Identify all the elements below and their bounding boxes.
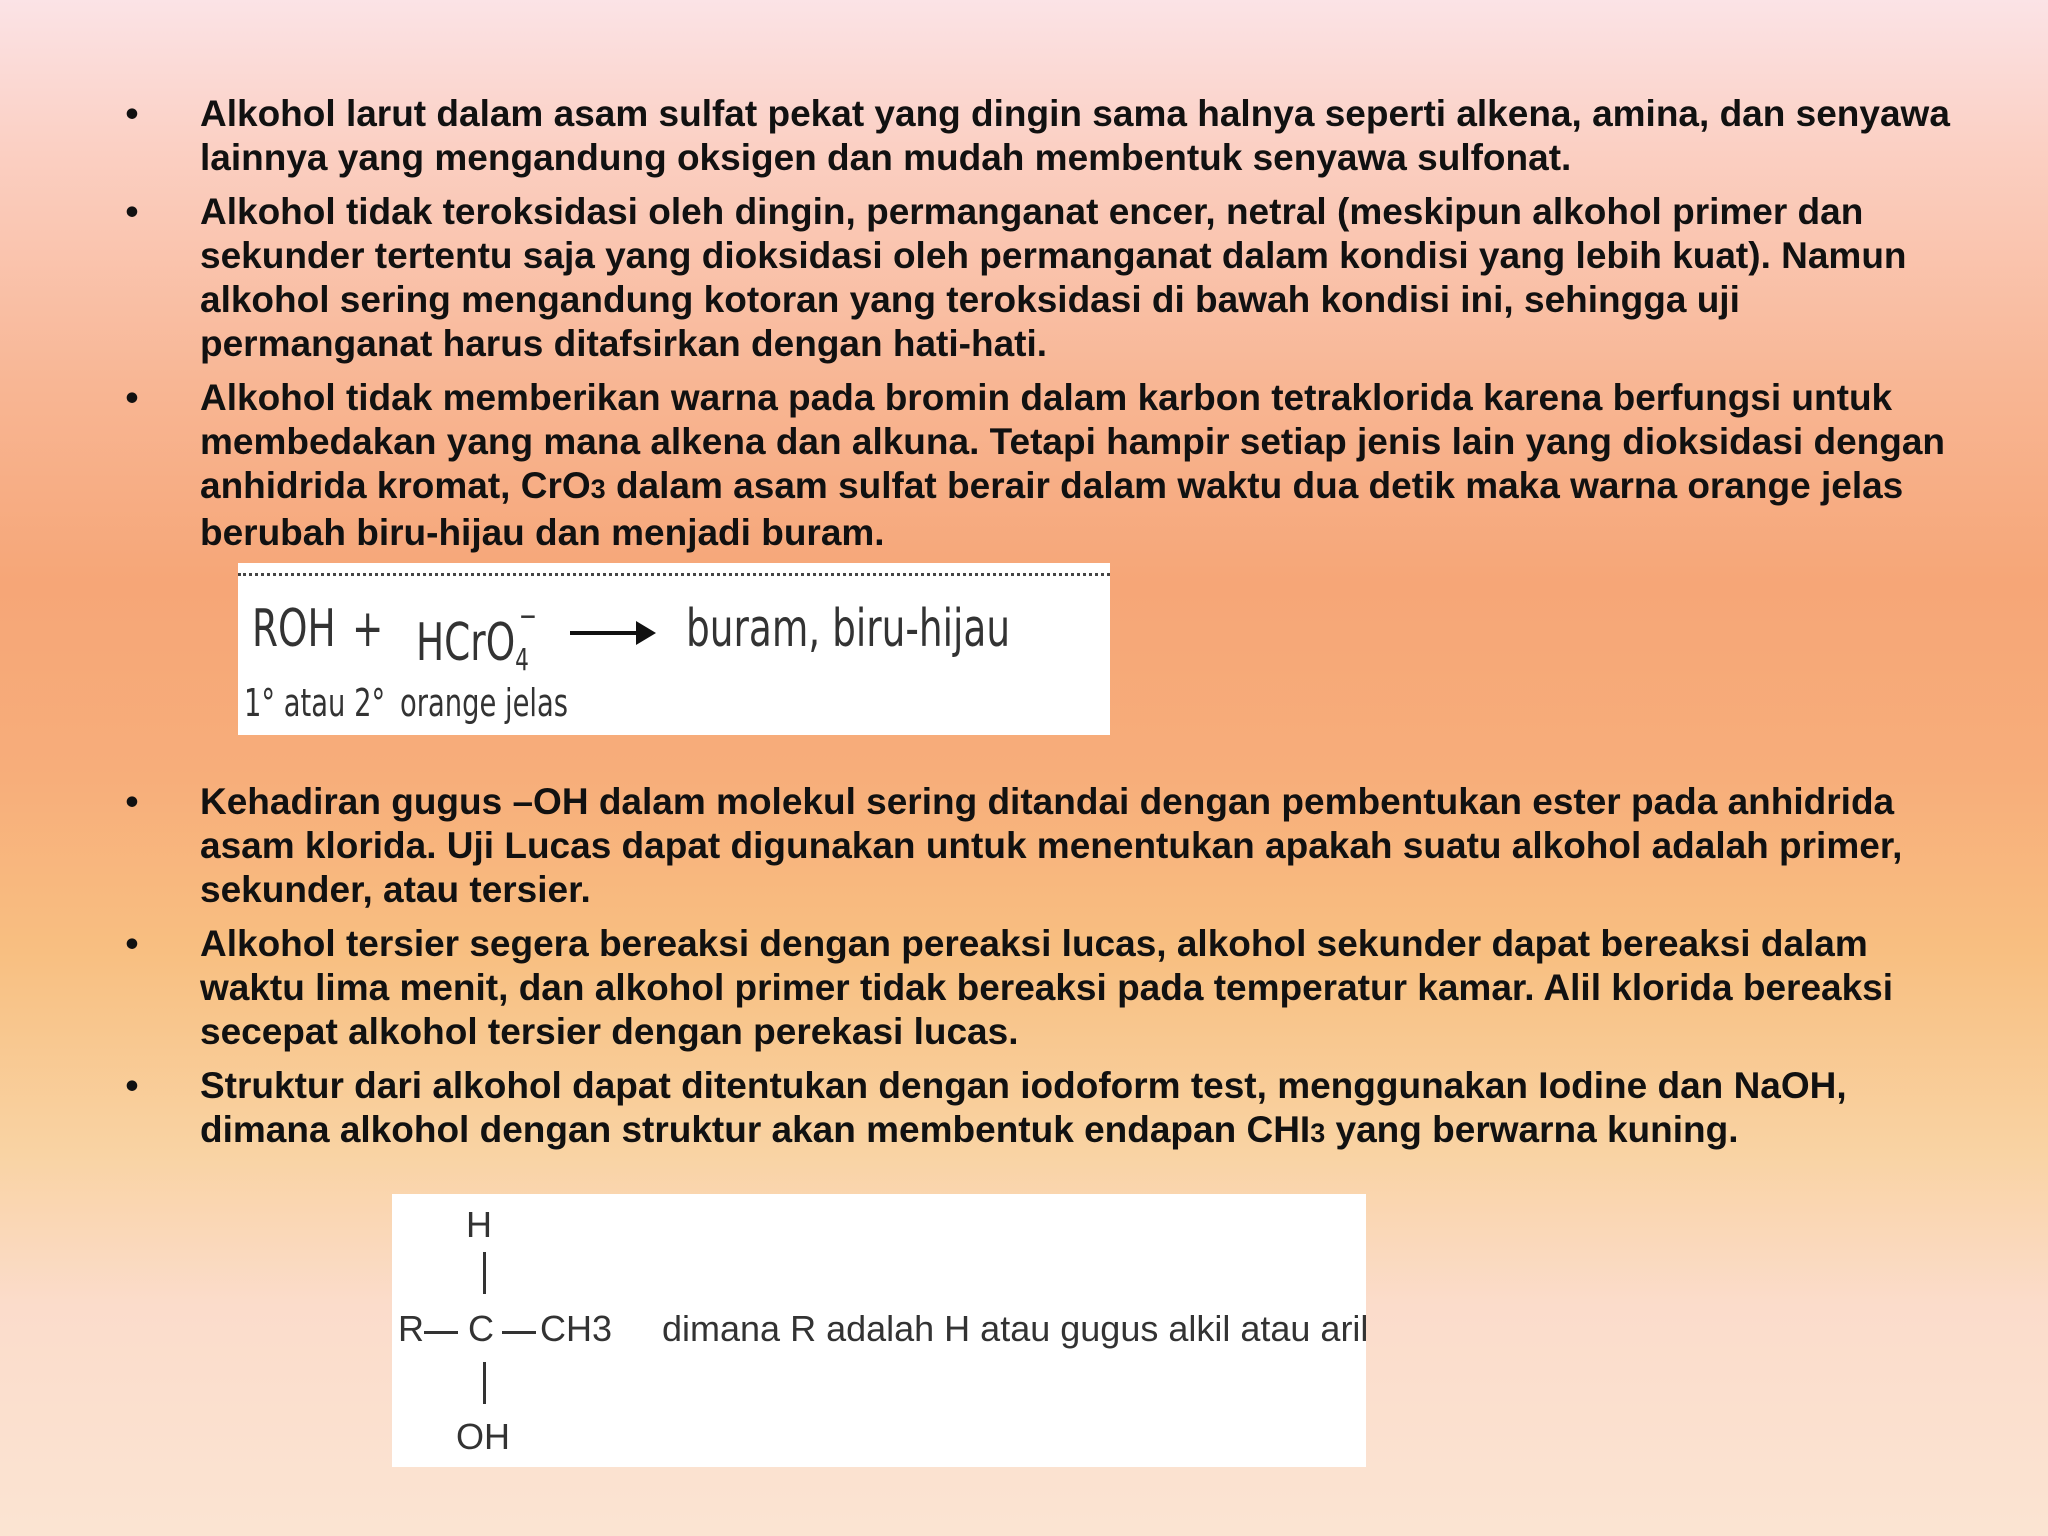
atom-c: C <box>468 1308 494 1349</box>
bullet-dot: • <box>125 923 139 964</box>
reaction-arrow <box>570 631 642 635</box>
bullet-text: Alkohol larut dalam asam sulfat pekat yang dingin sama halnya seperti alkena, amina, dan senyawa lainnya yang mengandung oksigen dan mudah membentuk senyawa sulfonat. <box>200 93 1950 178</box>
reactant-hcro4: HCrO4− <box>416 599 537 678</box>
bullet-dot: • <box>125 93 139 134</box>
bond-bottom <box>483 1362 486 1404</box>
bullet-item <box>122 376 1952 555</box>
bullet-item <box>122 922 1952 1054</box>
bullet-text: Alkohol tidak teroksidasi oleh dingin, permanganat encer, netral (meskipun alkohol primer dan sekunder tertentu saja yang dioksidasi oleh permanganat dalam kondisi yang lebih kuat). Namun alkohol sering mengandung kotoran yang teroksidasi di bawah kondisi ini, sehingga uji permanganat harus ditafsirkan dengan hati-hati. <box>200 191 1907 364</box>
bullet-item <box>122 780 1952 912</box>
bullet-dot: • <box>125 377 139 418</box>
bullet-item <box>122 92 1952 180</box>
label-orange: orange jelas <box>400 681 569 725</box>
product-text: buram, biru-hijau <box>686 599 1011 659</box>
group-oh: OH <box>456 1416 510 1457</box>
bullet-item <box>122 1064 1952 1155</box>
reactant-roh: ROH <box>252 599 336 659</box>
reaction-equation-image <box>238 563 1110 735</box>
bullet-list-bottom <box>122 780 1952 1165</box>
bullet-dot: • <box>125 1065 139 1106</box>
subscript: 3 <box>590 474 606 504</box>
arrow-head-icon <box>636 621 656 645</box>
subscript: 3 <box>1310 1118 1326 1148</box>
iodoform-structure-image <box>392 1194 1369 1467</box>
bullet-list-top <box>122 92 1952 565</box>
atom-h: H <box>466 1204 492 1245</box>
plus-sign: + <box>352 599 384 659</box>
structure-caption: dimana R adalah H atau gugus alkil atau aril <box>662 1308 1369 1349</box>
bullet-text: Alkohol tidak memberikan warna pada bromin dalam karbon tetraklorida karena berfungsi untuk membedakan yang mana alkena dan alkuna. Tetapi hampir setiap jenis lain yang dioksidasi dengan anhidrida kromat, CrO3 dalam asam sulfat berair dalam waktu dua detik maka warna orange jelas berubah biru-hijau dan menjadi buram. <box>200 377 1946 553</box>
bond-top <box>483 1252 486 1294</box>
atom-r: R <box>398 1308 424 1349</box>
label-primary-secondary: 1° atau 2° <box>244 681 386 725</box>
group-ch3: CH3 <box>540 1308 613 1349</box>
bullet-dot: • <box>125 191 139 232</box>
bullet-text: Struktur dari alkohol dapat ditentukan dengan iodoform test, menggunakan Iodine dan NaOH, dimana alkohol dengan struktur akan membentuk endapan CHI3 yang berwarna kuning. <box>200 1065 1847 1150</box>
bond-right <box>502 1331 536 1334</box>
bullet-text: Kehadiran gugus –OH dalam molekul sering ditandai dengan pembentukan ester pada anhidrida asam klorida. Uji Lucas dapat digunakan untuk menentukan apakah suatu alkohol adalah primer, sekunder, atau tersier. <box>200 781 1903 910</box>
bullet-item <box>122 190 1952 366</box>
bullet-text: Alkohol tersier segera bereaksi dengan pereaksi lucas, alkohol sekunder dapat bereaksi dalam waktu lima menit, dan alkohol primer tidak bereaksi pada temperatur kamar. Alil klorida bereaksi secepat alkohol tersier dengan perekasi lucas. <box>200 923 1894 1052</box>
bond-left <box>424 1331 458 1334</box>
dotted-border <box>238 573 1110 576</box>
bullet-dot: • <box>125 781 139 822</box>
